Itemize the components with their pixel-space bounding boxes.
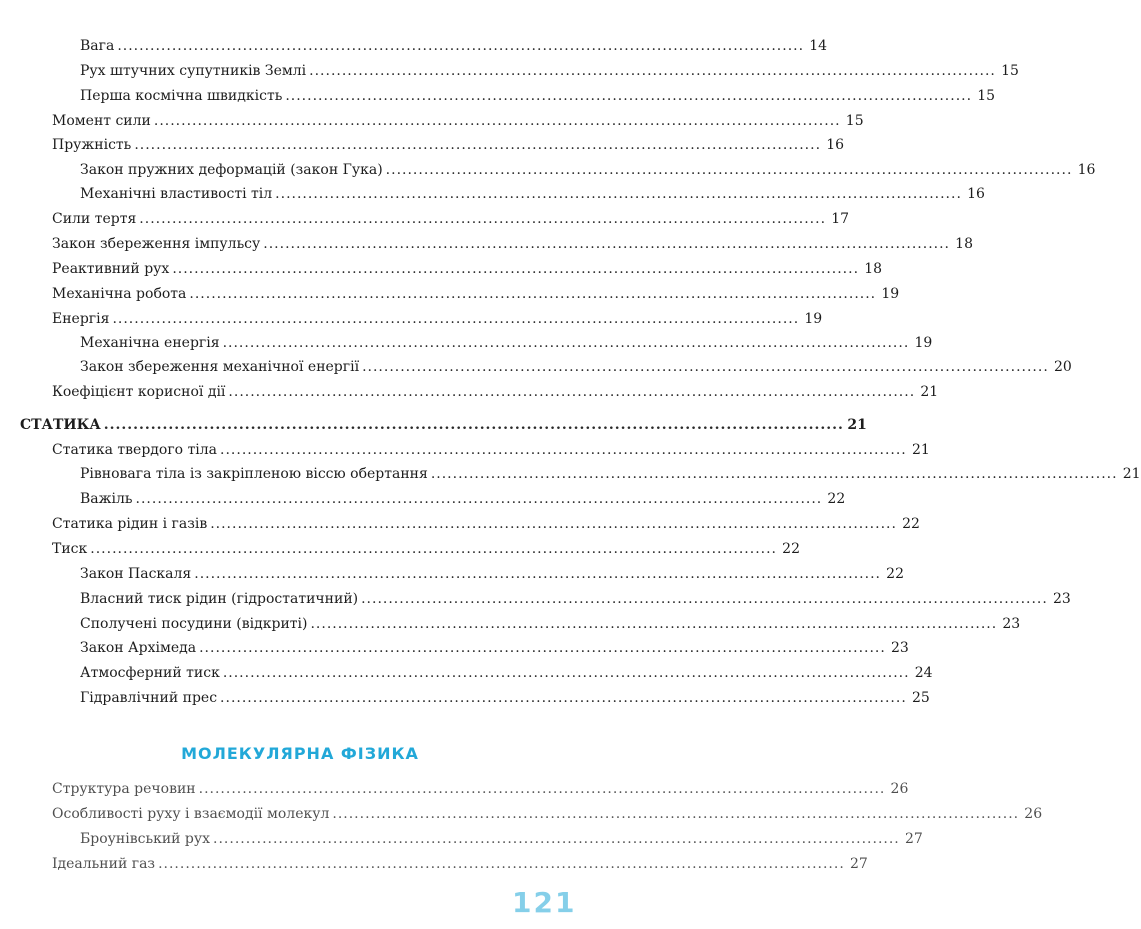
dot-leader: .............................................................................................................................. [222,665,910,681]
toc-entry-label: Рух штучних супутників Землі [80,63,307,79]
toc-entry-page: 21 [1122,466,1141,482]
dot-leader: .............................................................................................................................. [117,38,805,54]
dot-leader: .............................................................................................................................. [198,781,886,797]
dot-leader: .............................................................................................................................. [213,831,900,847]
toc-entry-label: Статика твердого тіла [52,442,218,458]
toc-entry-label: Статика рідин і газів [52,516,208,532]
toc-entry[interactable] [80,689,930,707]
toc-entry-page: 15 [845,113,864,129]
section-title: МОЛЕКУЛЯРНА ФІЗИКА [181,744,419,763]
toc-entry-label: Коефіцієнт корисної дії [52,384,226,400]
dot-leader: .............................................................................................................................. [158,856,845,872]
toc-entry-label: Ідеальний газ [52,856,156,872]
toc-entry[interactable] [80,615,1021,633]
toc-entry[interactable] [80,639,909,657]
toc-entry-label: Закон збереження імпульсу [52,236,261,252]
dot-leader: .............................................................................................................................. [222,335,910,351]
dot-leader: .............................................................................................................................. [309,63,996,79]
toc-entry[interactable] [80,830,923,848]
dot-leader: .............................................................................................................................. [310,616,998,632]
toc-entry-page: 22 [902,516,920,532]
toc-entry-label: Механічні властивості тіл [80,186,273,202]
toc-entry[interactable] [52,260,883,278]
toc-entry[interactable] [80,465,1141,483]
dot-leader: .............................................................................................................................. [103,417,844,433]
toc-entry[interactable] [52,235,973,253]
toc-entry-page: 16 [826,137,845,153]
toc-entry-label: Реактивний рух [52,261,170,277]
toc-entry-label: Енергія [52,311,110,327]
toc-entry[interactable] [52,210,850,228]
toc-entry-page: 21 [911,442,930,458]
toc-entry-page: 16 [1077,162,1096,178]
toc-entry-label: Закон Паскаля [80,566,192,582]
toc-entry-label: Рівновага тіла із закріпленою віссю обертання [80,466,428,482]
dot-leader: .............................................................................................................................. [153,113,841,129]
toc-entry-page: 19 [881,286,900,302]
dot-leader: .............................................................................................................................. [139,211,827,227]
toc-entry[interactable] [80,334,933,352]
toc-section-heading[interactable] [20,416,867,434]
toc-entry-label: Сполучені посудини (відкриті) [80,616,308,632]
dot-leader: .............................................................................................................................. [189,286,877,302]
toc-entry-label: Закон пружних деформацій (закон Гука) [80,162,383,178]
toc-entry-label: Тиск [52,541,88,557]
dot-leader: .............................................................................................................................. [285,88,973,104]
toc-entry-label: СТАТИКА [20,417,101,433]
toc-entry-page: 24 [914,665,933,681]
toc-entry-page: 25 [911,690,930,706]
toc-entry-page: 23 [1053,591,1071,607]
toc-entry-page: 18 [864,261,883,277]
dot-leader: .............................................................................................................................. [362,359,1049,375]
toc-entry-page: 27 [904,831,923,847]
toc-entry-page: 16 [967,186,985,202]
dot-leader: .............................................................................................................................. [199,640,886,656]
toc-entry[interactable] [52,285,900,303]
toc-entry[interactable] [80,87,996,105]
toc-entry[interactable] [80,161,1096,179]
toc-entry-page: 26 [1024,806,1043,822]
toc-entry[interactable] [80,62,1019,80]
toc-entry-label: Момент сили [52,113,151,129]
toc-entry-label: Закон збереження механічної енергії [80,359,360,375]
toc-entry[interactable] [80,358,1072,376]
toc-entry-label: Особливості руху і взаємодії молекул [52,806,330,822]
toc-entry[interactable] [80,664,933,682]
toc-entry[interactable] [80,490,846,508]
toc-entry-label: Броунівський рух [80,831,211,847]
toc-entry[interactable] [52,310,823,328]
toc-entry-page: 15 [977,88,996,104]
toc-entry-page: 15 [1001,63,1019,79]
dot-leader: .............................................................................................................................. [385,162,1073,178]
toc-entry[interactable] [52,441,930,459]
toc-entry[interactable] [52,855,868,873]
toc-entry-page: 27 [849,856,868,872]
toc-entry[interactable] [52,805,1043,823]
toc-entry-page: 20 [1053,359,1072,375]
toc-entry-label: Закон Архімеда [80,640,197,656]
dot-leader: .............................................................................................................................. [220,690,907,706]
toc-entry-label: Власний тиск рідин (гідростатичний) [80,591,359,607]
dot-leader: .............................................................................................................................. [275,186,962,202]
toc-entry-label: Механічна робота [52,286,187,302]
dot-leader: .............................................................................................................................. [90,541,777,557]
dot-leader: .............................................................................................................................. [135,491,823,507]
toc-entry[interactable] [80,37,828,55]
toc-entry-label: Сили тертя [52,211,137,227]
dot-leader: .............................................................................................................................. [172,261,860,277]
toc-entry-page: 23 [1002,616,1021,632]
toc-entry-label: Гідравлічний прес [80,690,218,706]
toc-entry-page: 22 [782,541,800,557]
toc-entry-page: 18 [955,236,973,252]
dot-leader: .............................................................................................................................. [228,384,916,400]
toc-entry[interactable] [80,590,1071,608]
dot-leader: .............................................................................................................................. [194,566,881,582]
toc-entry[interactable] [52,383,939,401]
dot-leader: .............................................................................................................................. [263,236,950,252]
toc-entry-page: 19 [804,311,823,327]
toc-entry[interactable] [52,780,909,798]
page-number: 121 [512,886,577,919]
toc-entry-page: 17 [831,211,850,227]
toc-entry-label: Атмосферний тиск [80,665,220,681]
toc-entry-label: Механічна енергія [80,335,220,351]
toc-entry-page: 21 [847,417,867,433]
toc-entry-label: Перша космічна швидкість [80,88,283,104]
dot-leader: .............................................................................................................................. [220,442,907,458]
dot-leader: .............................................................................................................................. [361,591,1048,607]
toc-entry[interactable] [52,515,920,533]
dot-leader: .............................................................................................................................. [430,466,1118,482]
toc-entry-page: 22 [886,566,904,582]
toc-entry-label: Важіль [80,491,133,507]
toc-entry-page: 19 [914,335,933,351]
toc-entry-page: 26 [890,781,909,797]
toc-entry-page: 22 [827,491,846,507]
toc-entry-label: Структура речовин [52,781,196,797]
dot-leader: .............................................................................................................................. [332,806,1020,822]
toc-entry[interactable] [80,565,904,583]
toc-entry[interactable] [80,185,985,203]
dot-leader: .............................................................................................................................. [112,311,800,327]
toc-entry-page: 21 [920,384,939,400]
toc-entry-label: Пружність [52,137,132,153]
toc-entry[interactable] [52,136,845,154]
dot-leader: .............................................................................................................................. [210,516,897,532]
toc-entry-label: Вага [80,38,115,54]
toc-entry-page: 23 [891,640,909,656]
dot-leader: .............................................................................................................................. [134,137,822,153]
toc-entry-page: 14 [809,38,828,54]
toc-entry[interactable] [52,112,864,130]
toc-entry[interactable] [52,540,800,558]
